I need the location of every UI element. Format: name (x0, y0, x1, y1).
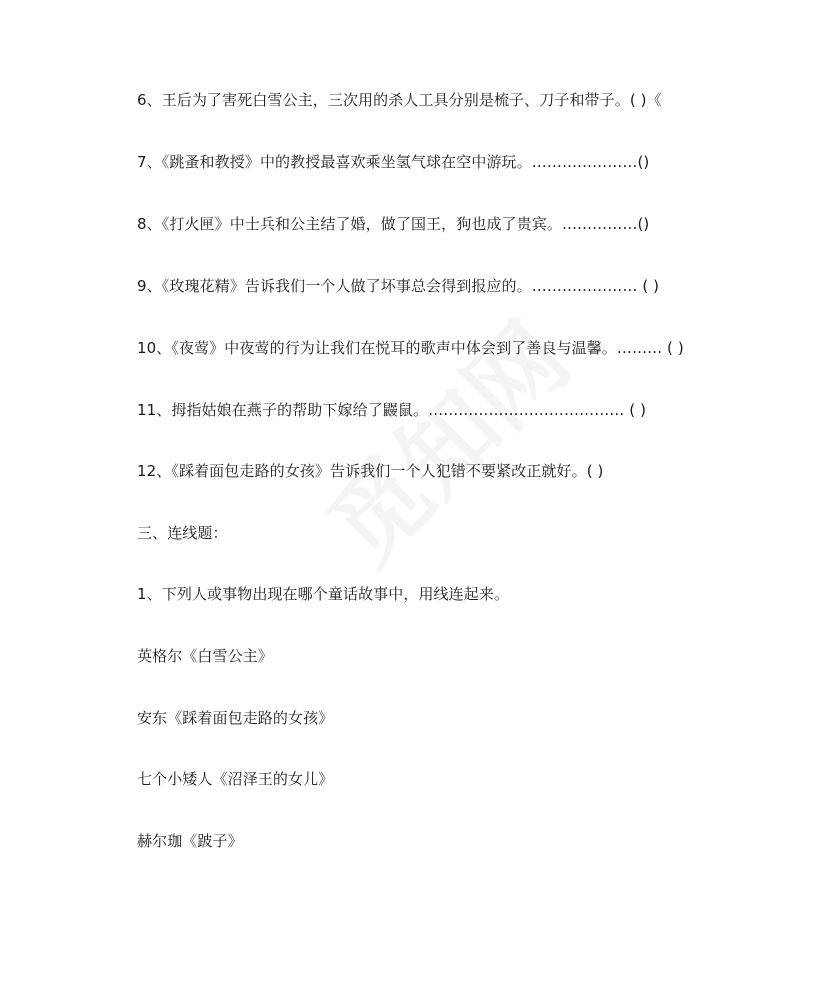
matching-item-3: 七个小矮人《沼泽王的女儿》 (137, 770, 334, 788)
matching-item-4: 赫尔珈《跛子》 (137, 832, 243, 850)
matching-item-2: 安东《踩着面包走路的女孩》 (137, 709, 334, 727)
question-7: 7、《跳蚤和教授》中的教授最喜欢乘坐氢气球在空中游玩。…………………() (137, 153, 650, 171)
question-6: 6、王后为了害死白雪公主，三次用的杀人工具分别是梳子、刀子和带子。( )《 (137, 91, 662, 109)
section-heading: 三、连线题： (137, 524, 228, 542)
matching-item-1: 英格尔《白雪公主》 (137, 647, 273, 665)
question-11: 11、拇指姑娘在燕子的帮助下嫁给了鼹鼠。………………………………… ( ) (137, 401, 647, 419)
question-10: 10、《夜莺》中夜莺的行为让我们在悦耳的歌声中体会到了善良与温馨。……… ( ) (137, 339, 684, 357)
question-8: 8、《打火匣》中士兵和公主结了婚，做了国王，狗也成了贵宾。……………() (137, 215, 650, 233)
question-12: 12、《踩着面包走路的女孩》告诉我们一个人犯错不要紧改正就好。( ) (137, 462, 604, 480)
watermark (294, 288, 595, 589)
question-9: 9、《玫瑰花精》告诉我们一个人做了坏事总会得到报应的。………………… ( ) (137, 277, 660, 295)
matching-instruction: 1、下列人或事物出现在哪个童话故事中，用线连起来。 (137, 585, 510, 603)
